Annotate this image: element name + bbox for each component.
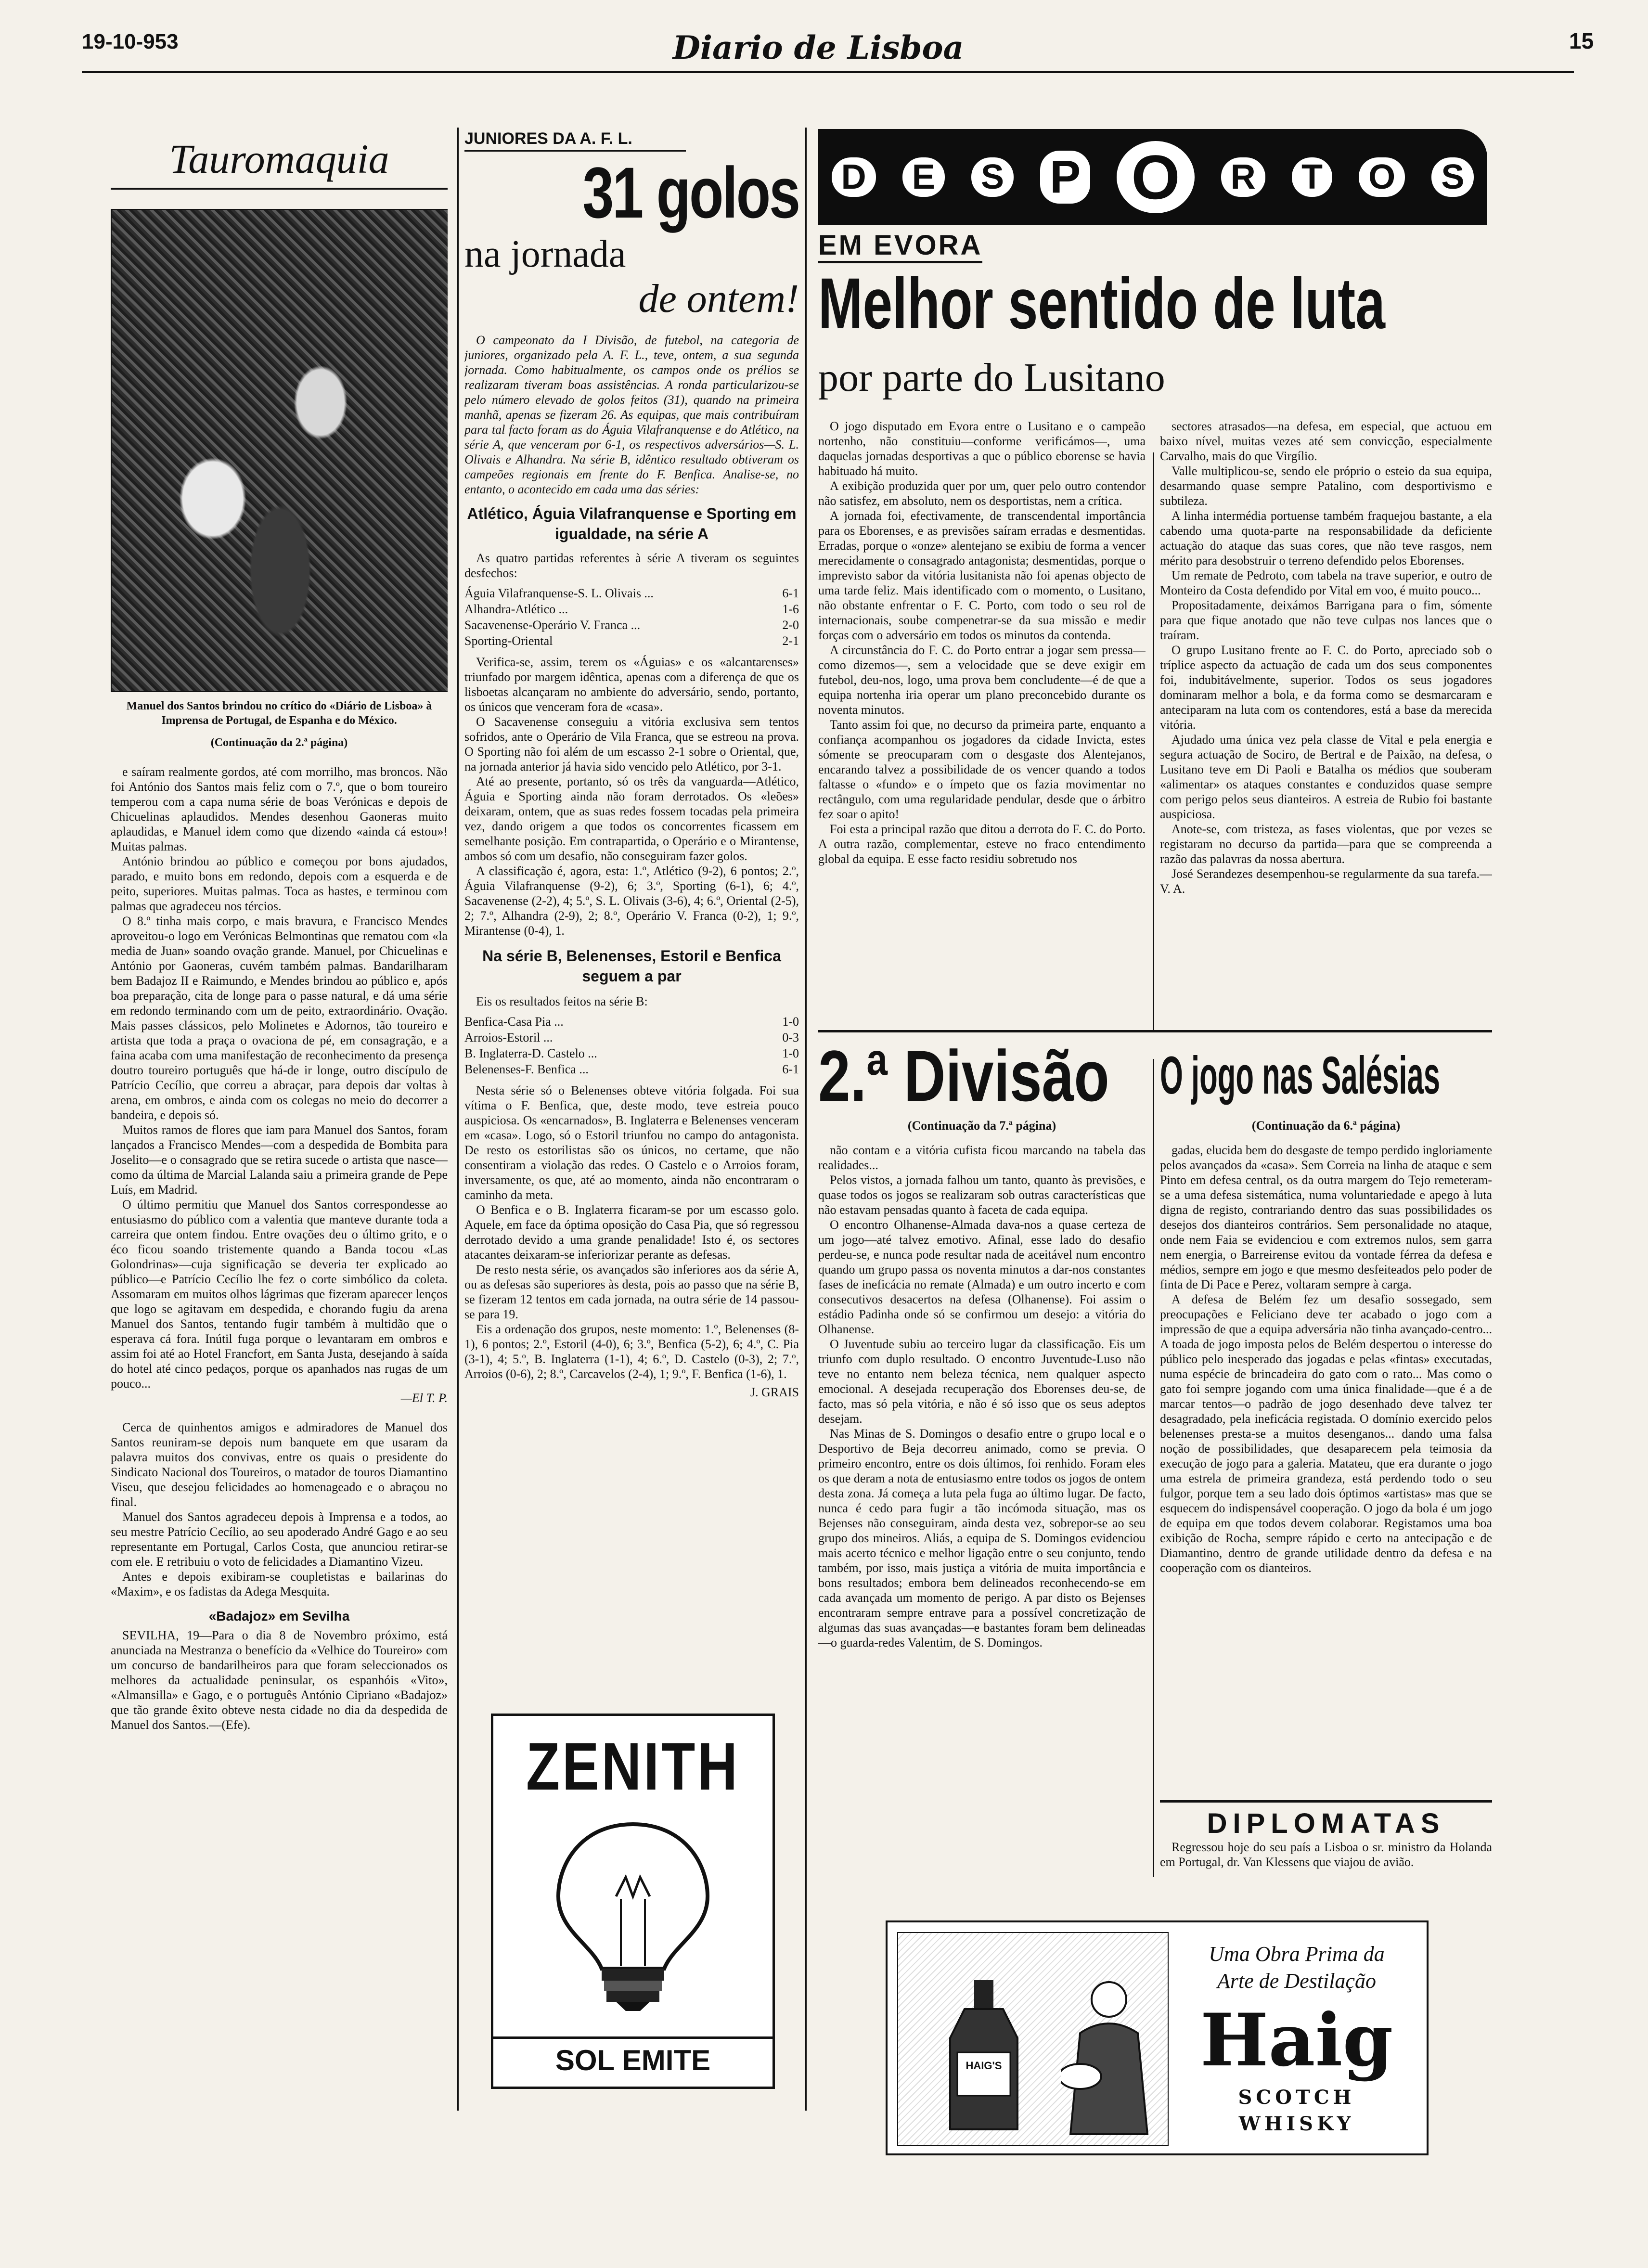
desportos-banner (818, 129, 1487, 225)
result-row: Benfica-Casa Pia ... 1-0 (464, 1015, 799, 1029)
tauromaquia-paragraph: Cerca de quinhentos amigos e admiradores de Manuel dos Santos reuniram-se depois num banquete em que usaram da palavra muitos dos convivas, entre os quais o presidente do Sindicato Nacional dos Toureiros, o matador de touros Diamantino Viseu, que desejou felicidades ao homenageado e o abraçou no final. (111, 1420, 448, 1509)
zenith-advertisement (491, 1714, 775, 2089)
evora-paragraph: O grupo Lusitano frente ao F. C. do Porto, apreciado sob o tríplice aspecto da actuação de cada um dos seus componentes foi, indubitávelmente, superior. Todos os seus jogadores dominaram melhor a bola, e da forma como se desmarcaram e anteciparam na luta com os contendores, está a base da merecida vitória. (1160, 643, 1492, 732)
banner-letter: P (1040, 151, 1090, 204)
evora-column-left (818, 419, 1146, 1025)
evora-paragraph: José Serandezes desempenhou-se regularmente da sua tarefa.—V. A. (1160, 867, 1492, 896)
juniores-signature: J. GRAIS (750, 1385, 799, 1399)
tauromaquia-paragraph: O 8.º tinha mais corpo, e mais bravura, e Francisco Mendes aproveitou-o logo em Verónicas Belmontinas que rematou com «la media de Juan» soando ovação grande. Manuel, por Chicuelinas e António por Gaoneras, cuvém também palmas. Bandarilharam bem Badajoz II e Raimundo, e Mendes brindou ao público e, após boa preparação, cita de longe para o passe natural, e dá uma série em redondo terminando com um de peito, extraordinário. Ovação. Mais passes clássicos, pelo Molinetes e Adornos, tão toureiro e artista que toda a praça o ovaciona de pé, em consagração, e a faina acaba com uma manifestação de reconhecimento da presença doutro toureiro português que há-de ir longe, outro discípulo de Patrício Cecílio, que correu a abraçar, para depois dar voltas à arena, em ombros, e ainda com os colegas no meio do decorrer a bandeira, e depois só. (111, 914, 448, 1122)
series-a-paragraph: O Sacavenense conseguiu a vitória exclusiva sem tentos sofridos, ante o Operário de Vila Franca, que se estreou na prova. O Sporting não foi além de um escasso 2-1 sobre o Oriental, que, na jornada anterior já havia sido vencido pelo Atlético, por 3-1. (464, 715, 799, 773)
tauromaquia-section (111, 135, 448, 2108)
series-b-results (464, 1014, 799, 1077)
series-a-results (464, 585, 799, 649)
masthead-date: 19-10-953 (82, 30, 179, 53)
evora-paragraph: Ajudado uma única vez pela classe de Vital e pela energia e segura actuação de Sociro, de Bertral e de Paixão, na defesa, o Lusitano teve em Di Paoli e Batalha os médios que souberam «alimentar» os ataques constantes e conduzidos quase sempre com perigo pelos seus dianteiros. A estreia de Rubio foi bastante auspiciosa. (1160, 733, 1492, 821)
badajoz-paragraph: SEVILHA, 19—Para o dia 8 de Novembro próximo, está anunciada na Mestranza o benefício da «Velhice do Toureiro» com um concurso de bandarilheiros para que foram seleccionados os melhores da actualidade peninsular, os espanhóis «Vito», «Almansilla» e Gago, e o português António Cipriano «Badajoz» que tão grande êxito obteve nesta cidade no dia da despedida de Manuel dos Santos.—(Efe). (111, 1628, 448, 1732)
column-rule-4 (1153, 1059, 1154, 1877)
banner-letter: T (1292, 157, 1332, 197)
haig-product-line2: WHISKY (1238, 2113, 1355, 2135)
result-row: Sacavenense-Operário V. Franca ... 2-0 (464, 618, 799, 632)
divisao-paragraph: não contam e a vitória cufista ficou marcando na tabela das realidades... (818, 1143, 1146, 1172)
column-rule-2 (805, 128, 807, 2111)
salesias-section (1160, 1035, 1492, 1786)
evora-paragraph: O jogo disputado em Evora entre o Lusitano e o campeão nortenho, não constituiu—conforme verificámos—, uma daquelas jornadas desportivas a que o público eborense se havia habituado há muito. (818, 419, 1146, 478)
divisao-headline: 2.ª Divisão (818, 1035, 1109, 1116)
evora-paragraph: Valle multiplicou-se, sendo ele próprio o esteio da sua equipa, desarmando quase sempre Patalino, com desportivismo e subtileza. (1160, 464, 1492, 508)
badajoz-heading: «Badajoz» em Sevilha (208, 1609, 350, 1624)
divisao-paragraph: O encontro Olhanense-Almada dava-nos a quase certeza de um jogo—até talvez emotivo. Afinal, esse lado do desafio perdeu-se, e nunca pode resultar nada de aceitável num encontro quando um grupo passa os noventa minutos a dar-nos constantes fases de ineficácia no remate (Almada) e um outro incerto e com consecutivos desacertos na defesa (Olhanense). Foi assim o estádio Padinha onde só se confirmou um desejo: a vitória do Olhanense. (818, 1218, 1146, 1336)
banner-letter: S (1431, 157, 1474, 197)
haig-tagline-2: Arte de Destilação (1217, 1969, 1376, 1993)
evora-paragraph: sectores atrasados—na defesa, em especial, que actuou em baixo nível, muitas vezes até sem convicção, especialmente Carvalho, mais do que Virgílio. (1160, 419, 1492, 463)
tauromaquia-paragraph: Manuel dos Santos agradeceu depois à Imprensa e a todos, ao seu mestre Patrício Cecílio, ao seu apoderado André Gago e ao seu representante em Portugal, Carlos Costa, que anunciou retirar-se com ele. E retribuiu o voto de felicidades a Diamantino Vizeu. (111, 1510, 448, 1569)
series-a-lead: As quatro partidas referentes à série A tiveram os seguintes desfechos: (464, 551, 799, 580)
evora-paragraph: Anote-se, com tristeza, as fases violentas, que por vezes se registaram no decurso da partida—para que se compreenda a razão das palavras da nossa abertura. (1160, 822, 1492, 866)
result-row: Arroios-Estoril ... 0-3 (464, 1031, 799, 1044)
diplomatas-paragraph: Regressou hoje do seu país a Lisboa o sr. ministro da Holanda em Portugal, dr. Van Klessens que viajou de avião. (1160, 1840, 1492, 1869)
masthead-rule (82, 71, 1574, 73)
banner-letter: O (1117, 141, 1194, 213)
series-b-paragraph: Nesta série só o Belenenses obteve vitória folgada. Foi sua vítima o F. Benfica, que, deste modo, teve estreia pouco auspiciosa. Os «encarnados», B. Inglaterra e Belenenses venceram em «casa». Logo, só o Estoril triunfou no campo do antagonista. De resto os estorilistas são os únicos, no certame, que não consentiram a violação das redes. O Castelo e o Arroios foram, inversamente, os que, até ao momento, ainda não encontraram o caminho da meta. (464, 1083, 799, 1202)
salesias-headline: O jogo nas Salésias (1160, 1046, 1441, 1105)
tauromaquia-paragraph: António brindou ao público e começou por bons ajudados, parado, e muito bons em redondo, depois com a esquerda e de peito, superiores. Muitas palmas. Toca as hastes, e terminou com palmas que agradeceu nos tércios. (111, 854, 448, 913)
zenith-brand: ZENITH (526, 1728, 740, 1804)
series-b-paragraph: Eis a ordenação dos grupos, neste momento: 1.º, Belenenses (8-1), 6 pontos; 2.º, Estoril (4-0), 6; 3.º, Benfica (5-2), 6; 4.º, C. Pia (3-1), 4; 5.º, B. Inglaterra (1-1), 4; 6.º, D. Castelo (0-3), 2; 7.º, Arroios (0-6), 2; 8.º, Carcavelos (2-4), 1; 9.º, F. Benfica (1-6), 1. (464, 1322, 799, 1381)
bullfight-photo (111, 209, 448, 692)
column-rule-3 (1153, 452, 1154, 1030)
juniores-intro: O campeonato da I Divisão, de futebol, na categoria de juniores, organizado pela A. F. L., teve, ontem, a sua segunda jornada. Como habitualmente, os campos onde os prélios se realizaram tiveram boas assistências. A ronda particularizou-se pelo número elevado de golos feitos (31), quando na primeira manhã, apenas se fizeram 26. As equipas, que mais contribuíram para tal facto foram as do Águia Vilafranquense e do Atlético, na série A, que venceram por 6-1, os respectivos adversários—S. L. Olivais e Alhandra. Na série B, idêntico resultado obtiveram os campeões regionais em frente do F. Benfica. Analise-se, no entanto, o acontecido em cada uma das séries: (464, 333, 799, 496)
series-a-paragraph: Até ao presente, portanto, só os três da vanguarda—Atlético, Águia e Sporting ainda não foram derrotados. Os «leões» deixaram, ontem, que as suas redes fossem tocadas pela primeira vez, dando origem a que todos os concorrentes ficassem em semelhante posição. Em contrapartida, o Operário e o Mirantense, ambos só com um desafio, não conseguiram fazer golos. (464, 774, 799, 863)
juniores-headline-line2: na jornada (464, 233, 626, 275)
divisao-paragraph: Nas Minas de S. Domingos o desafio entre o grupo local e o Desportivo de Beja decorreu animado, como se previa. O primeiro encontro, entre os dois últimos, foi renhido. Foram eles os que deram a nota de entusiasmo entre todos os jogos de ontem desta zona. Já começa a luta pela fuga ao último lugar. De facto, nunca é cedo para fugir a tão incómoda situação, mas os Bejenses não conseguiram, ainda desta vez, sobrepor-se ao seu grupo dos mineiros. Aliás, a equipa de S. Domingos evidenciou mais acerto técnico e melhor ligação entre o seu conjunto, tendo também, por isso, mais justiça a vitória de muita importância e bons resultados; embora bem delineados reconhecendo-se em cada avançada um momento de perigo. A par disto os Bejenses encontraram sempre entrave para a possível concretização de algumas das suas avançadas—e bastantes foram bem delineadas—o guarda-redes Valentim, de S. Domingos. (818, 1427, 1146, 1649)
evora-paragraph: Um remate de Pedroto, com tabela na trave superior, e outro de Monteiro da Costa defendido por Vital em voo, é muito pouco... (1160, 568, 1492, 597)
juniores-kicker: JUNIORES DA A. F. L. (464, 129, 686, 152)
banner-letter: D (832, 157, 876, 197)
light-bulb-icon (554, 1819, 712, 2012)
banner-letter: R (1221, 157, 1265, 197)
series-b-paragraph: O Benfica e o B. Inglaterra ficaram-se por um escasso golo. Aquele, em face da óptima oposição do Casa Pia, que só regressou derrotado devido a uma grande penalidade! Isto é, os sectores atacantes deixaram-se inferiorizar perante as defesas. (464, 1203, 799, 1262)
bottle-label: HAIG'S (966, 2060, 1002, 2072)
evora-paragraph: A exibição produzida quer por um, quer pelo outro contendor não satisfez, em absoluto, nem os desportistas, nem a crítica. (818, 479, 1146, 508)
series-a-subheading: Atlético, Águia Vilafranquense e Sporting em igualdade, na série A (467, 505, 797, 542)
divisao-paragraph: Pelos vistos, a jornada falhou um tanto, quanto às previsões, e quase todos os jogos se realizaram sob outras características que não estavam pensadas quanto à faceta de cada equipa. (818, 1173, 1146, 1217)
juniores-headline-line3: de ontem! (638, 276, 799, 321)
divisao-continuation: (Continuação da 7.ª página) (907, 1119, 1056, 1133)
series-a-paragraph: A classificação é, agora, esta: 1.º, Atlético (9-2), 6 pontos; 2.º, Águia Vilafranquense (9-2), 6; 3.º, Sporting (6-1), 6; 4.º, Sacavenense (2-2), 4; 5.º, S. L. Olivais (3-6), 4; 6.º, Oriental (2-5), 2; 7.º, Alhandra (2-9), 2; 8.º, Operário V. Franca (0-2), 1; 9.º, Mirantense (0-4), 1. (464, 864, 799, 938)
evora-paragraph: Propositadamente, deixámos Barrigana para o fim, sómente para que fique anotado que não teve culpas nos lances que o traíram. (1160, 598, 1492, 642)
haig-advertisement (886, 1920, 1429, 2155)
result-row: B. Inglaterra-D. Castelo ... 1-0 (464, 1046, 799, 1060)
haig-brand: Haig (1200, 1998, 1393, 2083)
evora-subheadline: por parte do Lusitano (818, 355, 1165, 400)
divisao-section (818, 1035, 1146, 1786)
series-a-paragraph: Verifica-se, assim, terem os «Águias» e os «alcantarenses» triunfado por margem idêntica, apenas com a diferença de que os lisboetas alcançaram no ambiente do adversário, sendo, portanto, os únicos que venceram fora de «casa». (464, 655, 799, 714)
haig-product-line1: SCOTCH (1238, 2086, 1355, 2109)
painter-figure-icon (1061, 1975, 1157, 2139)
juniores-headline: 31 golos (582, 152, 799, 233)
divisao-paragraph: O Juventude subiu ao terceiro lugar da classificação. Eis um triunfo com duplo resultado. O encontro Juventude-Luso não teve no entanto nem beleza técnica, nem qualquer aspecto emocional. A desejada recuperação dos Eborenses deu-se, de facto, mas só pela vitória, e não é só isso que os seus adeptos desejam. (818, 1337, 1146, 1426)
evora-kicker: EM EVORA (818, 230, 982, 263)
tauromaquia-heading: Tauromaquia (111, 135, 448, 190)
salesias-continuation: (Continuação da 6.ª página) (1251, 1119, 1401, 1133)
evora-column-right (1160, 419, 1492, 1025)
page-number: 15 (1569, 28, 1594, 53)
tauromaquia-paragraph: O último permitiu que Manuel dos Santos correspondesse ao entusiasmo do público com a valentia que manteve durante toda a carreira que ontem findou. Entre ovações deu o último grito, e o éco ficou soando tristemente quando a Banda tocou «Las Golondrinas»—cuja significação se deveria ter explicado ao público—e Patrício Cecílio lhe fez o corte simbólico da coleta. Assomaram em muitos olhos lágrimas que fizeram aparecer lenços que logo se agitavam em despedida, e chorando fugiu da arena Manuel dos Santos, tentando fugir também à multidão que o esperava cá fora. Inútil fuga porque o levantaram em ombros e assim foi até ao Hotel Francfort, em Santa Justa, desejando à saída do hotel até cinco pedaços, porque os apanhados nas rugas de um pouco... (111, 1198, 448, 1391)
column-rule-1 (457, 128, 459, 2111)
series-b-paragraph: De resto nesta série, os avançados são inferiores aos da série A, ou as defesas são superiores às desta, pois ao passo que na série B, se fizeram 12 tentos em cada jornada, na outra série de 14 passou-se para 19. (464, 1263, 799, 1321)
tauromaquia-signature: —El T. P. (400, 1391, 448, 1405)
banner-letter: E (902, 157, 945, 197)
diplomatas-heading: DIPLOMATAS (1207, 1808, 1445, 1839)
salesias-paragraph: A defesa de Belém fez um desafio sossegado, sem preocupações e Feliciano deve ter acabado o jogo com a impressão de que a equipa adversária não tinha avançado-centro... A toada de jogo imposta pelos de Belém despertou o interesse do público pelo inesperado das jogadas e pelas «fintas» executadas, numa espécie de brincadeira do gato com o rato... Mas como o gato foi sempre jogando com uma única finalidade—que é a de marcar tentos—o padrão de jogo desenhado deve talvez ter desagradado, pela ineficácia registada. O domínio exercido pelos belenenses presta-se a muitos desenganos... dando uma falsa noção de possibilidades, que desaparecem pela teimosia da execução de jogo para a galeria. Matateu, que era durante o jogo uma estrela de primeira grandeza, está perdendo todo o seu fulgor, porque tem a seu lado dois óptimos «artistas» mas que se esquecem do indispensável cooperação. O jogo da bola é um jogo de equipa em que todos devem colaborar. Registamos uma boa exibição de Rocha, sempre rápido e certo na antecipação e de Diamantino, dentro de grande utilidade dentro da defesa e na cooperação com os dianteiros. (1160, 1292, 1492, 1575)
masthead-title: Diario de Lisboa (672, 29, 964, 66)
section-divider (818, 1030, 1492, 1032)
whisky-bottle-icon (945, 1980, 1022, 2134)
juniores-section (464, 129, 799, 1669)
tauromaquia-paragraph: e saíram realmente gordos, até com morrilho, mas broncos. Não foi António dos Santos mais feliz com o 7.º, que o bom toureiro temperou com a capa numa série de boas Verónicas e depois de Chicuelinas aplaudidos. Mendes desenhou Gaoneras muito aplaudidas, e Manuel idem como que dizendo «ainda cá estou»! Muitas palmas. (111, 765, 448, 853)
banner-letter: O (1359, 157, 1405, 197)
zenith-slogan: SOL EMITE (493, 2036, 772, 2077)
evora-paragraph: Foi esta a principal razão que ditou a derrota do F. C. do Porto. A outra razão, complementar, esteve no fraco entendimento global da equipa. E esse facto residiu sobretudo nos (818, 822, 1146, 866)
evora-paragraph: A circunstância do F. C. do Porto entrar a jogar sem pressa—como dizemos—, sem a velocidade que se deve exigir em futebol, deu-nos, logo, uma prova bem concludente—é de que a equipa nortenha iria operar um plano preconcebido durante os noventa minutos. (818, 643, 1146, 717)
evora-headline: Melhor sentido de luta (818, 263, 1385, 344)
banner-letter: S (971, 157, 1014, 197)
tauromaquia-paragraph: Antes e depois exibiram-se coupletistas e bailarinas do «Maxim», e os fadistas da Adega Mesquita. (111, 1570, 448, 1598)
series-b-subheading: Na série B, Belenenses, Estoril e Benfica seguem a par (482, 947, 781, 985)
tauromaquia-paragraph: Muitos ramos de flores que iam para Manuel dos Santos, foram lançados a Francisco Mendes—com a despedida de Bombita para Joselito—e o consagrado que se retira sucede o artista que nasce—como da última de Marcial Lalanda saiu a primeira grande de Pepe Luís, em Madrid. (111, 1123, 448, 1197)
result-row: Águia Vilafranquense-S. L. Olivais ... 6-1 (464, 586, 799, 600)
result-row: Sporting-Oriental 2-1 (464, 634, 799, 648)
salesias-paragraph: gadas, elucida bem do desgaste de tempo perdido ingloriamente pelos avançados da «casa». Sem Correia na linha de ataque e sem Pinto em defesa central, os da outra margem do Tejo remeteram-se a uma defesa sistemática, numa voluntariedade e apego à luta digna de registo, contrariando dentro das suas possibilidades os desejos dos dianteiros contrários. Sem personalidade no ataque, onde nem Faia se evidenciou e com extremos nulos, sem garra nem energia, o Barreirense evitou da vontade férrea da defesa e médios, sempre em jogo e que mesmo desfeiteados pelo poder de finta de Di Pace e Perez, voltaram sempre à carga. (1160, 1143, 1492, 1291)
series-b-lead: Eis os resultados feitos na série B: (476, 994, 648, 1008)
evora-paragraph: A linha intermédia portuense também fraquejou bastante, a ela cabendo uma quota-parte na responsabilidade da deficiente actuação do ataque das suas cores, que não teve rasgos, nem mérito para desobstruir o terreno defendido pelos Eborenses. (1160, 509, 1492, 567)
tauromaquia-continuation: (Continuação da 2.ª página) (210, 736, 348, 749)
evora-paragraph: A jornada foi, efectivamente, de transcendental importância para os Eborenses, e as previsões saíram erradas e desmentidas. Erradas, porque o «onze» alentejano se exibiu de forma a vencer merecidamente o consagrado antagonista; desmentidas, porque o imprevisto sabor da vitória lusitanista não foi apenas objecto de uma tarde feliz. Mais identificado com o momento, o Lusitano, não obstante enfrentar o F. C. Porto, com todo o seu rol de internacionais, soube compenetrar-se da sua missão e medir forças com o adversário em todos os minutos da contenda. (818, 509, 1146, 642)
photo-caption: Manuel dos Santos brindou no crítico do «Diário de Lisboa» à Imprensa de Portugal, de Espanha e do México. (126, 700, 432, 727)
result-row: Belenenses-F. Benfica ... 6-1 (464, 1062, 799, 1076)
result-row: Alhandra-Atlético ... 1-6 (464, 602, 799, 616)
diplomatas-section (1160, 1800, 1492, 1899)
evora-paragraph: Tanto assim foi que, no decurso da primeira parte, enquanto a confiança acompanhou os jogadores da cidade Invicta, estes sómente se preocuparam com o desgaste dos Alentejanos, encarando talvez a possibilidade de os vencer quando a todos faltasse o «fundo» e o ímpeto que os fazia movimentar no rectângulo, com uma regularidade pendular, desde que o árbitro fez soar o apito! (818, 718, 1146, 821)
haig-tagline-1: Uma Obra Prima da (1209, 1942, 1385, 1966)
